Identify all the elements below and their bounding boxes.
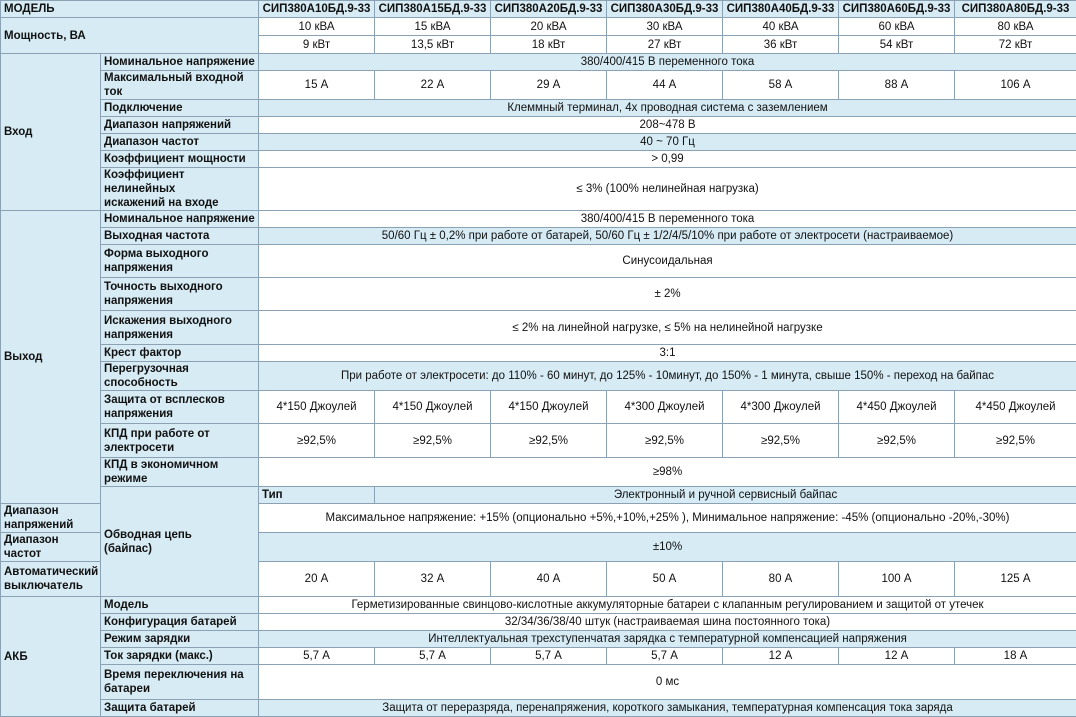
input-voltage-range-row <box>1 117 1076 134</box>
power-label: Мощность, ВА <box>1 18 259 54</box>
power-kw: 27 кВт <box>607 36 723 54</box>
input-section-label: Вход <box>1 54 101 211</box>
efficiency-value: ≥92,5% <box>723 424 839 458</box>
model-header-label: МОДЕЛЬ <box>1 1 259 18</box>
surge-value: 4*450 Джоулей <box>955 391 1076 424</box>
row-label: Номинальное напряжение <box>101 211 259 228</box>
surge-value: 4*150 Джоулей <box>491 391 607 424</box>
row-value: ± 2% <box>259 278 1076 311</box>
row-value: При работе от электросети: до 110% - 60 минут, до 125% - 10минут, до 150% - 1 минута, свыше 150% - переход на байпас <box>259 362 1076 391</box>
efficiency-value: ≥92,5% <box>607 424 723 458</box>
power-kw: 13,5 кВт <box>375 36 491 54</box>
row-label: КПД в экономичном режиме <box>101 458 259 487</box>
model-name: СИП380А15БД.9-33 <box>375 1 491 18</box>
power-kva: 30 кВА <box>607 18 723 36</box>
row-value: 3:1 <box>259 345 1076 362</box>
power-kw: 36 кВт <box>723 36 839 54</box>
model-name: СИП380А20БД.9-33 <box>491 1 607 18</box>
power-kva: 60 кВА <box>839 18 955 36</box>
row-label: Точность выходного напряжения <box>101 278 259 311</box>
max-current-value: 29 А <box>491 71 607 100</box>
battery-transfer-row <box>1 665 1076 700</box>
power-kw: 9 кВт <box>259 36 375 54</box>
charge-current-value: 12 А <box>723 648 839 665</box>
model-name: СИП380А30БД.9-33 <box>607 1 723 18</box>
row-label: Модель <box>101 597 259 614</box>
row-label: Конфигурация батарей <box>101 614 259 631</box>
row-value: ≥98% <box>259 458 1076 487</box>
breaker-value: 125 А <box>955 562 1076 597</box>
row-value: > 0,99 <box>259 151 1076 168</box>
row-label: Автоматический выключатель <box>1 562 101 597</box>
row-value: 380/400/415 В переменного тока <box>259 54 1076 71</box>
output-accuracy-row <box>1 278 1076 311</box>
battery-charge-mode-row <box>1 631 1076 648</box>
model-name: СИП380А60БД.9-33 <box>839 1 955 18</box>
output-waveform-row <box>1 245 1076 278</box>
row-label: Диапазон напряжений <box>1 504 101 533</box>
output-crest-row <box>1 345 1076 362</box>
header-row <box>1 1 1076 18</box>
output-eco-row <box>1 458 1076 487</box>
bypass-type-row <box>1 487 1076 504</box>
row-value: Синусоидальная <box>259 245 1076 278</box>
row-label: Форма выходного напряжения <box>101 245 259 278</box>
row-value: 40 ~ 70 Гц <box>259 134 1076 151</box>
row-value: Интеллектуальная трехступенчатая зарядка с температурной компенсацией напряжения <box>259 631 1076 648</box>
battery-section-label: АКБ <box>1 597 101 717</box>
row-value: Максимальное напряжение: +15% (опционально +5%,+10%,+25% ), Минимальное напряжение: -45% (опционально -20%,-30%) <box>259 504 1076 533</box>
output-surge-row <box>1 391 1076 424</box>
charge-current-value: 18 А <box>955 648 1076 665</box>
breaker-value: 80 А <box>723 562 839 597</box>
power-kva-row <box>1 18 1076 36</box>
row-label: Защита батарей <box>101 700 259 717</box>
max-current-value: 22 А <box>375 71 491 100</box>
surge-value: 4*300 Джоулей <box>607 391 723 424</box>
power-kva: 80 кВА <box>955 18 1076 36</box>
battery-protection-row <box>1 700 1076 717</box>
output-overload-row <box>1 362 1076 391</box>
breaker-value: 50 А <box>607 562 723 597</box>
charge-current-value: 5,7 А <box>607 648 723 665</box>
input-frequency-range-row <box>1 134 1076 151</box>
breaker-value: 20 А <box>259 562 375 597</box>
row-value: Герметизированные свинцово-кислотные аккумуляторные батареи с клапанным регулированием и защитой от утечек <box>259 597 1076 614</box>
row-label: Защита от всплесков напряжения <box>101 391 259 424</box>
power-kw: 18 кВт <box>491 36 607 54</box>
output-frequency-row <box>1 228 1076 245</box>
input-nominal-voltage-row <box>1 54 1076 71</box>
row-label: Номинальное напряжение <box>101 54 259 71</box>
power-kva: 20 кВА <box>491 18 607 36</box>
max-current-value: 44 А <box>607 71 723 100</box>
efficiency-value: ≥92,5% <box>375 424 491 458</box>
surge-value: 4*300 Джоулей <box>723 391 839 424</box>
max-current-value: 88 А <box>839 71 955 100</box>
input-thd-row <box>1 168 1076 211</box>
charge-current-value: 12 А <box>839 648 955 665</box>
row-value: 32/34/36/38/40 штук (настраиваемая шина постоянного тока) <box>259 614 1076 631</box>
row-label: Ток зарядки (макс.) <box>101 648 259 665</box>
max-current-value: 106 А <box>955 71 1076 100</box>
row-value: 380/400/415 В переменного тока <box>259 211 1076 228</box>
max-current-value: 58 А <box>723 71 839 100</box>
model-name: СИП380А10БД.9-33 <box>259 1 375 18</box>
row-value: Клеммный терминал, 4х проводная система с заземлением <box>259 100 1076 117</box>
battery-config-row <box>1 614 1076 631</box>
surge-value: 4*450 Джоулей <box>839 391 955 424</box>
charge-current-value: 5,7 А <box>491 648 607 665</box>
row-label: Подключение <box>101 100 259 117</box>
efficiency-value: ≥92,5% <box>955 424 1076 458</box>
efficiency-value: ≥92,5% <box>491 424 607 458</box>
row-value: 0 мс <box>259 665 1076 700</box>
output-efficiency-row <box>1 424 1076 458</box>
row-label: Диапазон частот <box>101 134 259 151</box>
battery-model-row <box>1 597 1076 614</box>
row-label: Максимальный входной ток <box>101 71 259 100</box>
efficiency-value: ≥92,5% <box>259 424 375 458</box>
charge-current-value: 5,7 А <box>375 648 491 665</box>
output-nominal-voltage-row <box>1 211 1076 228</box>
row-label: КПД при работе от электросети <box>101 424 259 458</box>
surge-value: 4*150 Джоулей <box>259 391 375 424</box>
model-name: СИП380А80БД.9-33 <box>955 1 1076 18</box>
input-max-current-row <box>1 71 1076 100</box>
model-name: СИП380А40БД.9-33 <box>723 1 839 18</box>
row-label: Диапазон напряжений <box>101 117 259 134</box>
battery-charge-current-row <box>1 648 1076 665</box>
row-label: Крест фактор <box>101 345 259 362</box>
power-kva: 40 кВА <box>723 18 839 36</box>
power-kva: 15 кВА <box>375 18 491 36</box>
row-value: ±10% <box>259 533 1076 562</box>
row-value: ≤ 3% (100% нелинейная нагрузка) <box>259 168 1076 211</box>
breaker-value: 100 А <box>839 562 955 597</box>
bypass-section-label: Обводная цепь (байпас) <box>101 487 259 597</box>
row-label: Диапазон частот <box>1 533 101 562</box>
row-label: Время переключения на батареи <box>101 665 259 700</box>
row-value: Электронный и ручной сервисный байпас <box>375 487 1076 504</box>
row-label: Искажения выходного напряжения <box>101 311 259 345</box>
output-section-label: Выход <box>1 211 101 504</box>
input-power-factor-row <box>1 151 1076 168</box>
row-label: Режим зарядки <box>101 631 259 648</box>
charge-current-value: 5,7 А <box>259 648 375 665</box>
row-value: 208~478 В <box>259 117 1076 134</box>
input-connection-row <box>1 100 1076 117</box>
row-value: Защита от переразряда, перенапряжения, короткого замыкания, температурная компенсация тока заряда <box>259 700 1076 717</box>
power-kw: 72 кВт <box>955 36 1076 54</box>
row-label: Коэффициент нелинейных искажений на входе <box>101 168 259 211</box>
row-label: Коэффициент мощности <box>101 151 259 168</box>
power-kw: 54 кВт <box>839 36 955 54</box>
row-value: ≤ 2% на линейной нагрузке, ≤ 5% на нелинейной нагрузке <box>259 311 1076 345</box>
row-label: Перегрузочная способность <box>101 362 259 391</box>
surge-value: 4*150 Джоулей <box>375 391 491 424</box>
row-label: Тип <box>259 487 375 504</box>
power-kva: 10 кВА <box>259 18 375 36</box>
output-distortion-row <box>1 311 1076 345</box>
row-label: Выходная частота <box>101 228 259 245</box>
breaker-value: 40 А <box>491 562 607 597</box>
breaker-value: 32 А <box>375 562 491 597</box>
efficiency-value: ≥92,5% <box>839 424 955 458</box>
row-value: 50/60 Гц ± 0,2% при работе от батарей, 50/60 Гц ± 1/2/4/5/10% при работе от электросети (настраиваемое) <box>259 228 1076 245</box>
max-current-value: 15 А <box>259 71 375 100</box>
